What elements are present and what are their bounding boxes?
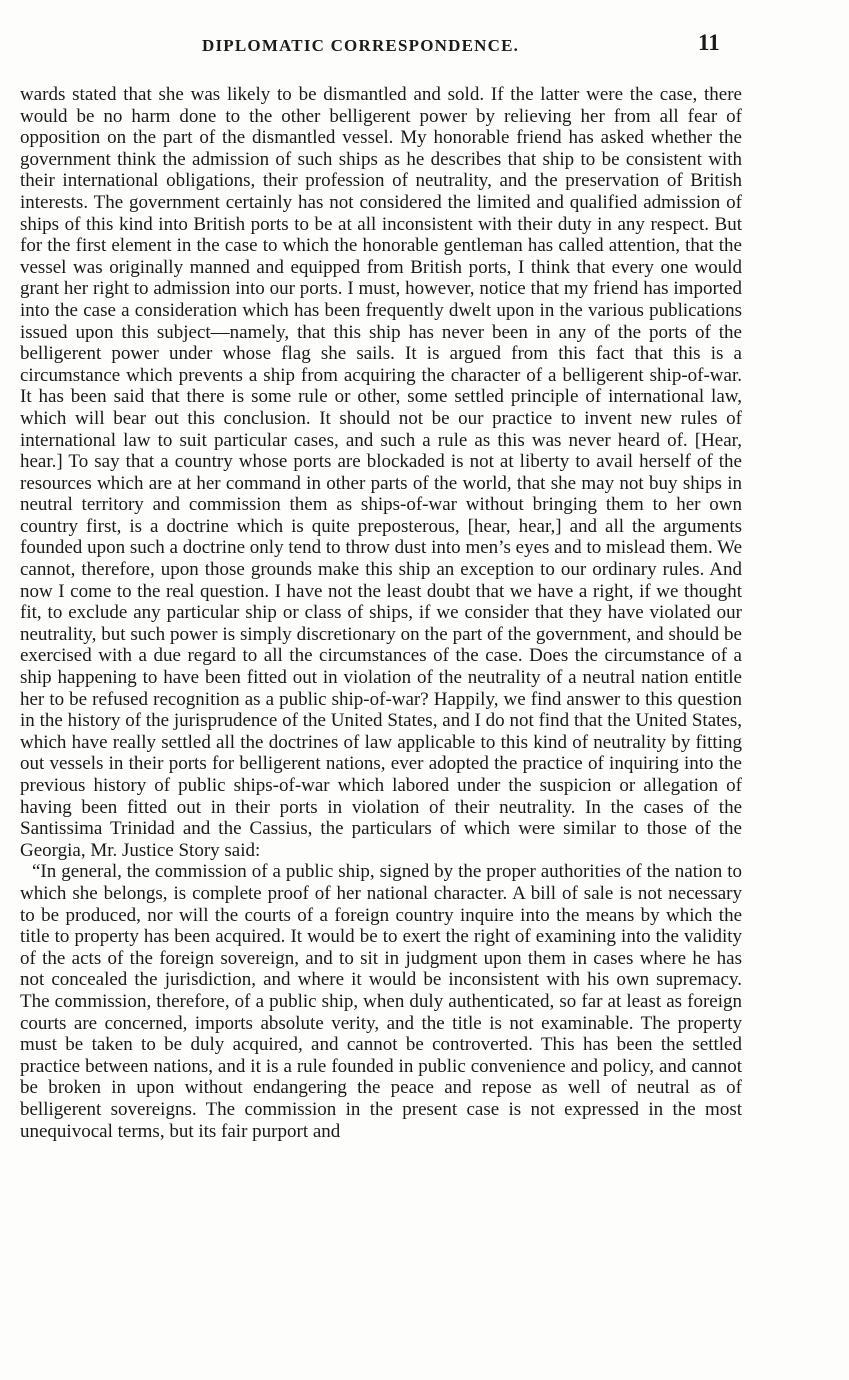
- quotation-paragraph: “In general, the commission of a public ship, signed by the proper authorities of the nation to which she belongs, is complete proof of her national character. A bill of sale is not necessary to be produced, nor will the courts of a foreign country inquire into the means by which the title to property has been acquired. It would be to exert the right of examining into the validity of the acts of the foreign sovereign, and to sit in judgment upon them in cases where he has not concealed the jurisdiction, and where it would be inconsistent with his own supremacy. The commission, therefore, of a public ship, when duly authenticated, so far at least as foreign courts are concerned, imports absolute verity, and the title is not examinable. The property must be taken to be duly acquired, and cannot be controverted. This has been the settled practice between nations, and it is a rule founded in public convenience and policy, and cannot be broken in upon without endangering the peace and repose as well of neutral as of belligerent sovereigns. The commission in the present case is not expressed in the most unequivocal terms, but its fair purport and: [20, 861, 742, 1142]
- page-header: [0, 30, 849, 64]
- body-text: [20, 84, 742, 1142]
- running-head: DIPLOMATIC CORRESPONDENCE.: [202, 36, 520, 55]
- page-number: 11: [698, 30, 720, 55]
- paragraph: wards stated that she was likely to be dismantled and sold. If the latter were the case, there would be no harm done to the other belligerent power by relieving her from all fear of opposition on the part of the dismantled vessel. My honorable friend has asked whether the government think the admission of such ships as he describes that ship to be consistent with their international obligations, their profession of neutrality, and the preservation of British interests. The government certainly has not considered the limited and qualified admission of ships of this kind into British ports to be at all inconsistent with their duty in any respect. But for the first element in the case to which the honorable gentleman has called attention, that the vessel was originally manned and equipped from British ports, I think that every one would grant her right to admission into our ports. I must, however, notice that my friend has imported into the case a consideration which has been frequently dwelt upon in the various publications issued upon this subject—namely, that this ship has never been in any of the ports of the belligerent power under whose flag she sails. It is argued from this fact that this is a circumstance which prevents a ship from acquiring the character of a belligerent ship-of-war. It has been said that there is some rule or other, some settled principle of international law, which will bear out this conclusion. It should not be our practice to invent new rules of international law to suit particular cases, and such a rule as this was never heard of. [Hear, hear.] To say that a country whose ports are blockaded is not at liberty to avail herself of the resources which are at her command in other parts of the world, that she may not buy ships in neutral territory and commission them as ships-of-war without bringing them to her own country first, is a doctrine which is quite preposterous, [hear, hear,] and all the arguments founded upon such a doctrine only tend to throw dust into men’s eyes and to mislead them. We cannot, therefore, upon those grounds make this ship an exception to our ordinary rules. And now I come to the real question. I have not the least doubt that we have a right, if we thought fit, to exclude any particular ship or class of ships, if we consider that they have violated our neutrality, but such power is simply discretionary on the part of the government, and should be exercised with a due regard to all the circumstances of the case. Does the circumstance of a ship happening to have been fitted out in violation of the neutrality of a neutral nation entitle her to be refused recognition as a public ship-of-war? Happily, we find answer to this question in the history of the jurisprudence of the United States, and I do not find that the United States, which have really settled all the doctrines of law applicable to this kind of neutrality by fitting out vessels in their ports for belligerent nations, ever adopted the practice of inquiring into the previous history of public ships-of-war which labored under the suspicion or allegation of having been fitted out in their ports in violation of their neutrality. In the cases of the Santissima Trinidad and the Cassius, the particulars of which were similar to those of the Georgia, Mr. Justice Story said:: [20, 84, 742, 861]
